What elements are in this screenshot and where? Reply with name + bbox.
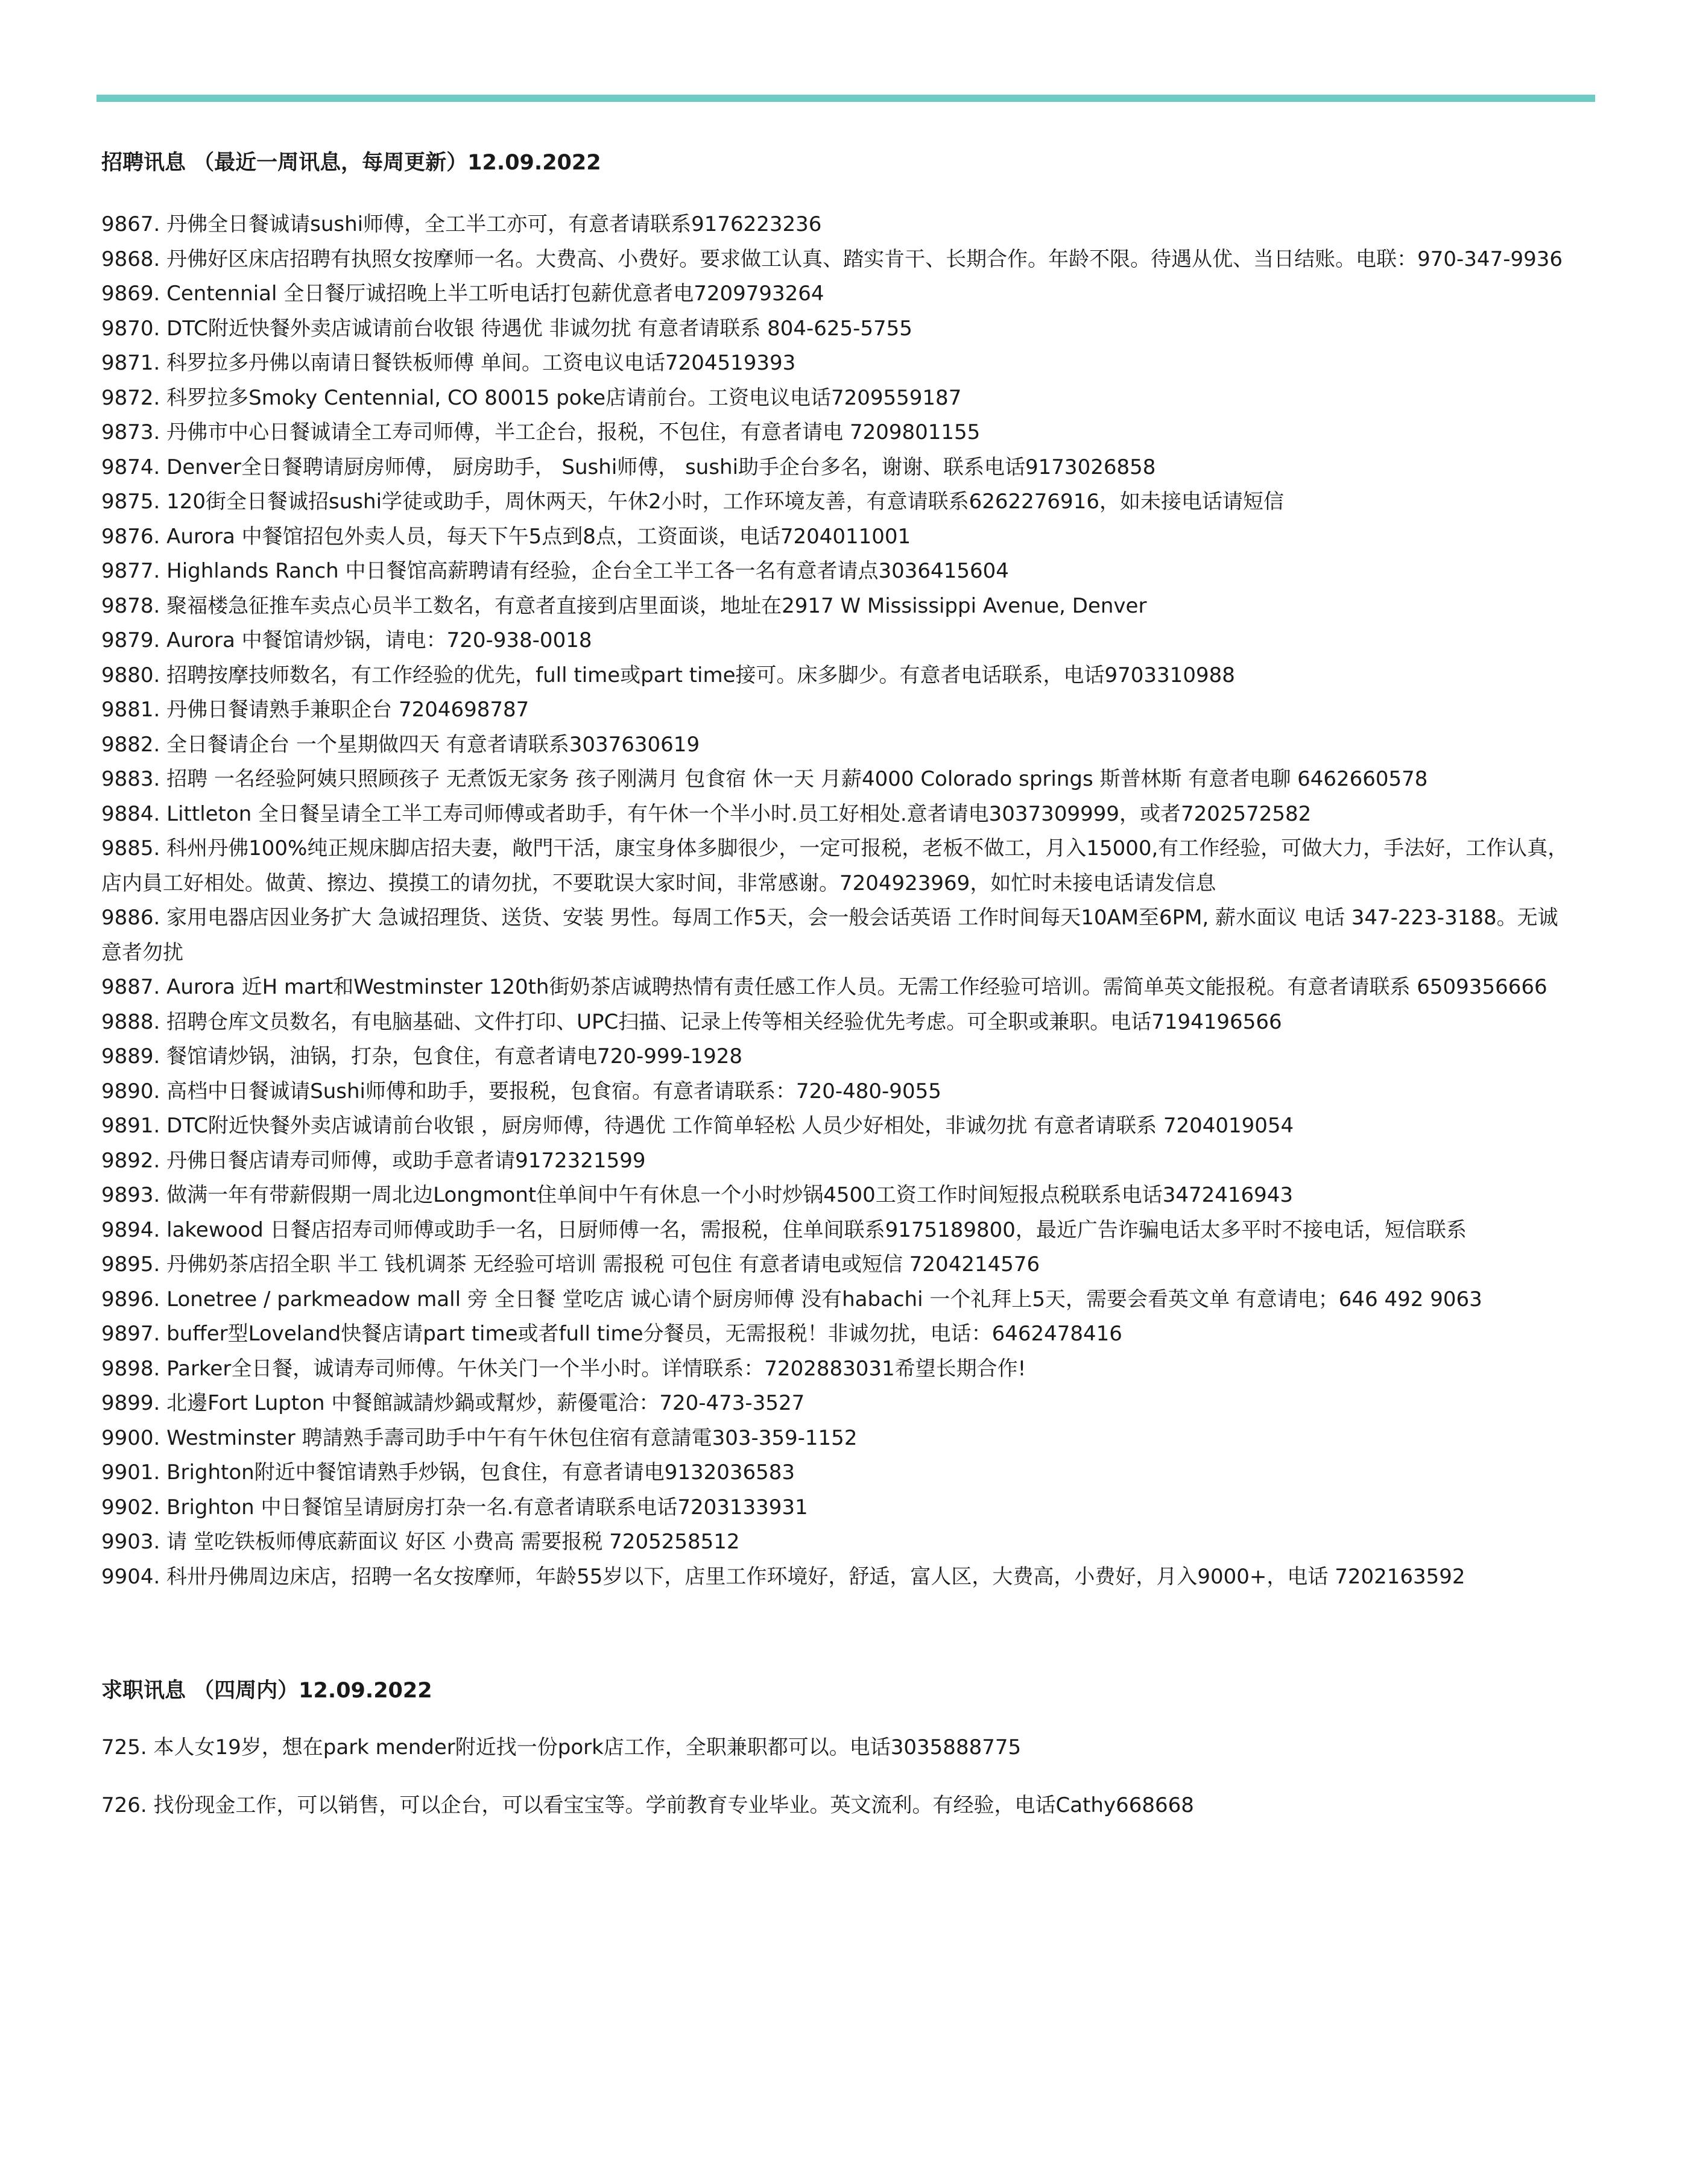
job-listing-item: 9883. 招聘 一名经验阿姨只照顾孩子 无煮饭无家务 孩子刚满月 包食宿 休一天 月薪4000 Colorado springs 斯普林斯 有意者电聊 6462660578	[101, 767, 1428, 791]
job-seeking-item: 726. 找份现金工作，可以销售，可以企台，可以看宝宝等。学前教育专业毕业。英文流利。有经验，电话Cathy668668	[101, 1793, 1194, 1817]
job-listing-item: 9880. 招聘按摩技师数名，有工作经验的优先，full time或part time接可。床多脚少。有意者电话联系，电话9703310988	[101, 663, 1235, 687]
job-listing-item: 9901. Brighton附近中餐馆请熟手炒锅，包食住，有意者请电9132036583	[101, 1460, 795, 1485]
job-listing-item: 9879. Aurora 中餐馆请炒锅，请电：720-938-0018	[101, 628, 592, 652]
job-listing-item: 9869. Centennial 全日餐厅诚招晚上半工听电话打包薪优意者电7209793264	[101, 282, 824, 306]
job-listing-item: 9886. 家用电器店因业务扩大 急诚招理货、送货、安装 男性。每周工作5天，会一般会话英语 工作时间每天10AM至6PM, 薪水面议 电话 347-223-3188。无诚意者勿扰	[101, 906, 1558, 965]
document-body	[101, 145, 1573, 1846]
job-listing-item: 9870. DTC附近快餐外卖店诚请前台收银 待遇优 非诚勿扰 有意者请联系 804-625-5755	[101, 316, 912, 341]
job-listing-item: 9874. Denver全日餐聘请厨房师傅， 厨房助手， Sushi师傅， sushi助手企台多名，谢谢、联系电话9173026858	[101, 455, 1156, 479]
job-listing-item: 9902. Brighton 中日餐馆呈请厨房打杂一名.有意者请联系电话7203133931	[101, 1495, 808, 1520]
job-listing-item: 9868. 丹佛好区床店招聘有执照女按摩师一名。大费高、小费好。要求做工认真、踏实肯干、长期合作。年龄不限。待遇从优、当日结账。电联：970-347-9936	[101, 247, 1563, 271]
job-listing-item: 9897. buffer型Loveland快餐店请part time或者full time分餐员，无需报税！非诚勿扰，电话：6462478416	[101, 1322, 1122, 1346]
job-listing-item: 9893. 做满一年有带薪假期一周北边Longmont住单间中午有休息一个小时炒锅4500工资工作时间短报点税联系电话3472416943	[101, 1183, 1294, 1207]
job-listing-item: 9885. 科州丹佛100%纯正规床脚店招夫妻，敞門干活，康宝身体多脚很少，一定可报税，老板不做工，月入15000,有工作经验，可做大力，手法好，工作认真，店内員工好相处。做黄、擦边、摸摸工的请勿扰，不要耽误大家时间，非常感谢。7204923969，如忙时未接电话请发信息	[101, 836, 1569, 895]
job-listing-item: 9896. Lonetree / parkmeadow mall 旁 全日餐 堂吃店 诚心请个厨房师傅 没有habachi 一个礼拜上5天，需要会看英文单 有意请电；646 492 9063	[101, 1287, 1482, 1311]
job-listing-item: 9892. 丹佛日餐店请寿司师傅，或助手意者请9172321599	[101, 1148, 646, 1173]
job-listing-item: 9881. 丹佛日餐请熟手兼职企台 7204698787	[101, 698, 529, 722]
job-listing-item: 9873. 丹佛市中心日餐诚请全工寿司师傅，半工企台，报税，不包住，有意者请电 7209801155	[101, 420, 981, 444]
job-listing-item: 9876. Aurora 中餐馆招包外卖人员，每天下午5点到8点，工资面谈，电话7204011001	[101, 524, 911, 549]
job-listing-item: 9895. 丹佛奶茶店招全职 半工 钱机调茶 无经验可培训 需报税 可包住 有意者请电或短信 7204214576	[101, 1252, 1040, 1277]
job-listing-item: 9898. Parker全日餐，诚请寿司师傅。午休关门一个半小时。详情联系：7202883031希望长期合作!	[101, 1356, 1026, 1381]
job-listing-item: 9891. DTC附近快餐外卖店诚请前台收银 ，厨房师傅，待遇优 工作简单轻松 人员少好相处，非诚勿扰 有意者请联系 7204019054	[101, 1114, 1294, 1138]
hiring-heading: 招聘讯息 （最近一周讯息，每周更新）12.09.2022	[101, 151, 601, 175]
job-listing-item: 9903. 请 堂吃铁板师傅底薪面议 好区 小费高 需要报税 7205258512	[101, 1530, 740, 1554]
seeking-heading: 求职讯息 （四周内）12.09.2022	[101, 1679, 432, 1703]
job-listing-item: 9890. 高档中日餐诚请Sushi师傅和助手，要报税，包食宿。有意者请联系：720-480-9055	[101, 1079, 941, 1103]
top-divider	[96, 95, 1595, 102]
job-listing-item: 9878. 聚福楼急征推车卖点心员半工数名，有意者直接到店里面谈，地址在2917 W Mississippi Avenue, Denver	[101, 593, 1147, 618]
hiring-list	[101, 207, 1573, 1594]
job-listing-item: 9875. 120街全日餐诚招sushi学徒或助手，周休两天，午休2小时，工作环境友善，有意请联系6262276916，如未接电话请短信	[101, 490, 1284, 514]
seeking-list	[101, 1731, 1573, 1823]
job-listing-item: 9889. 餐馆请炒锅，油锅，打杂，包食住，有意者请电720-999-1928	[101, 1044, 742, 1068]
job-listing-item: 9900. Westminster 聘請熟手壽司助手中午有午休包住宿有意請電303-359-1152	[101, 1425, 858, 1450]
job-listing-item: 9899. 北邊Fort Lupton 中餐館誠請炒鍋或幫炒，薪優電洽：720-473-3527	[101, 1391, 805, 1415]
job-listing-item: 9867. 丹佛全日餐诚请sushi师傅，全工半工亦可，有意者请联系9176223236	[101, 212, 822, 236]
job-seeking-item: 725. 本人女19岁，想在park mender附近找一份pork店工作，全职兼职都可以。电话3035888775	[101, 1735, 1022, 1760]
job-listing-item: 9894. lakewood 日餐店招寿司师傅或助手一名，日厨师傅一名，需报税，住单间联系9175189800，最近广告诈骗电话太多平时不接电话，短信联系	[101, 1217, 1467, 1242]
job-listing-item: 9888. 招聘仓库文员数名，有电脑基础、文件打印、UPC扫描、记录上传等相关经验优先考虑。可全职或兼职。电话7194196566	[101, 1009, 1282, 1034]
section-gap	[101, 1594, 1573, 1673]
job-listing-item: 9872. 科罗拉多Smoky Centennial, CO 80015 poke店请前台。工资电议电话7209559187	[101, 385, 962, 410]
job-listing-item: 9904. 科卅丹佛周边床店，招聘一名女按摩师，年龄55岁以下，店里工作环境好，舒适，富人区，大费高，小费好，月入9000+，电话 7202163592	[101, 1564, 1465, 1589]
job-listing-item: 9882. 全日餐请企台 一个星期做四天 有意者请联系3037630619	[101, 732, 700, 757]
job-listing-item: 9871. 科罗拉多丹佛以南请日餐铁板师傅 单间。工资电议电话7204519393	[101, 351, 796, 375]
job-listing-item: 9884. Littleton 全日餐呈请全工半工寿司师傅或者助手，有午休一个半小时.员工好相处.意者请电3037309999，或者7202572582	[101, 801, 1312, 826]
job-listing-item: 9887. Aurora 近H mart和Westminster 120th街奶茶店诚聘热情有责任感工作人员。无需工作经验可培训。需简单英文能报税。有意者请联系 6509356666	[101, 975, 1547, 999]
job-listing-item: 9877. Highlands Ranch 中日餐馆高薪聘请有经验，企台全工半工各一名有意者请点3036415604	[101, 559, 1009, 583]
